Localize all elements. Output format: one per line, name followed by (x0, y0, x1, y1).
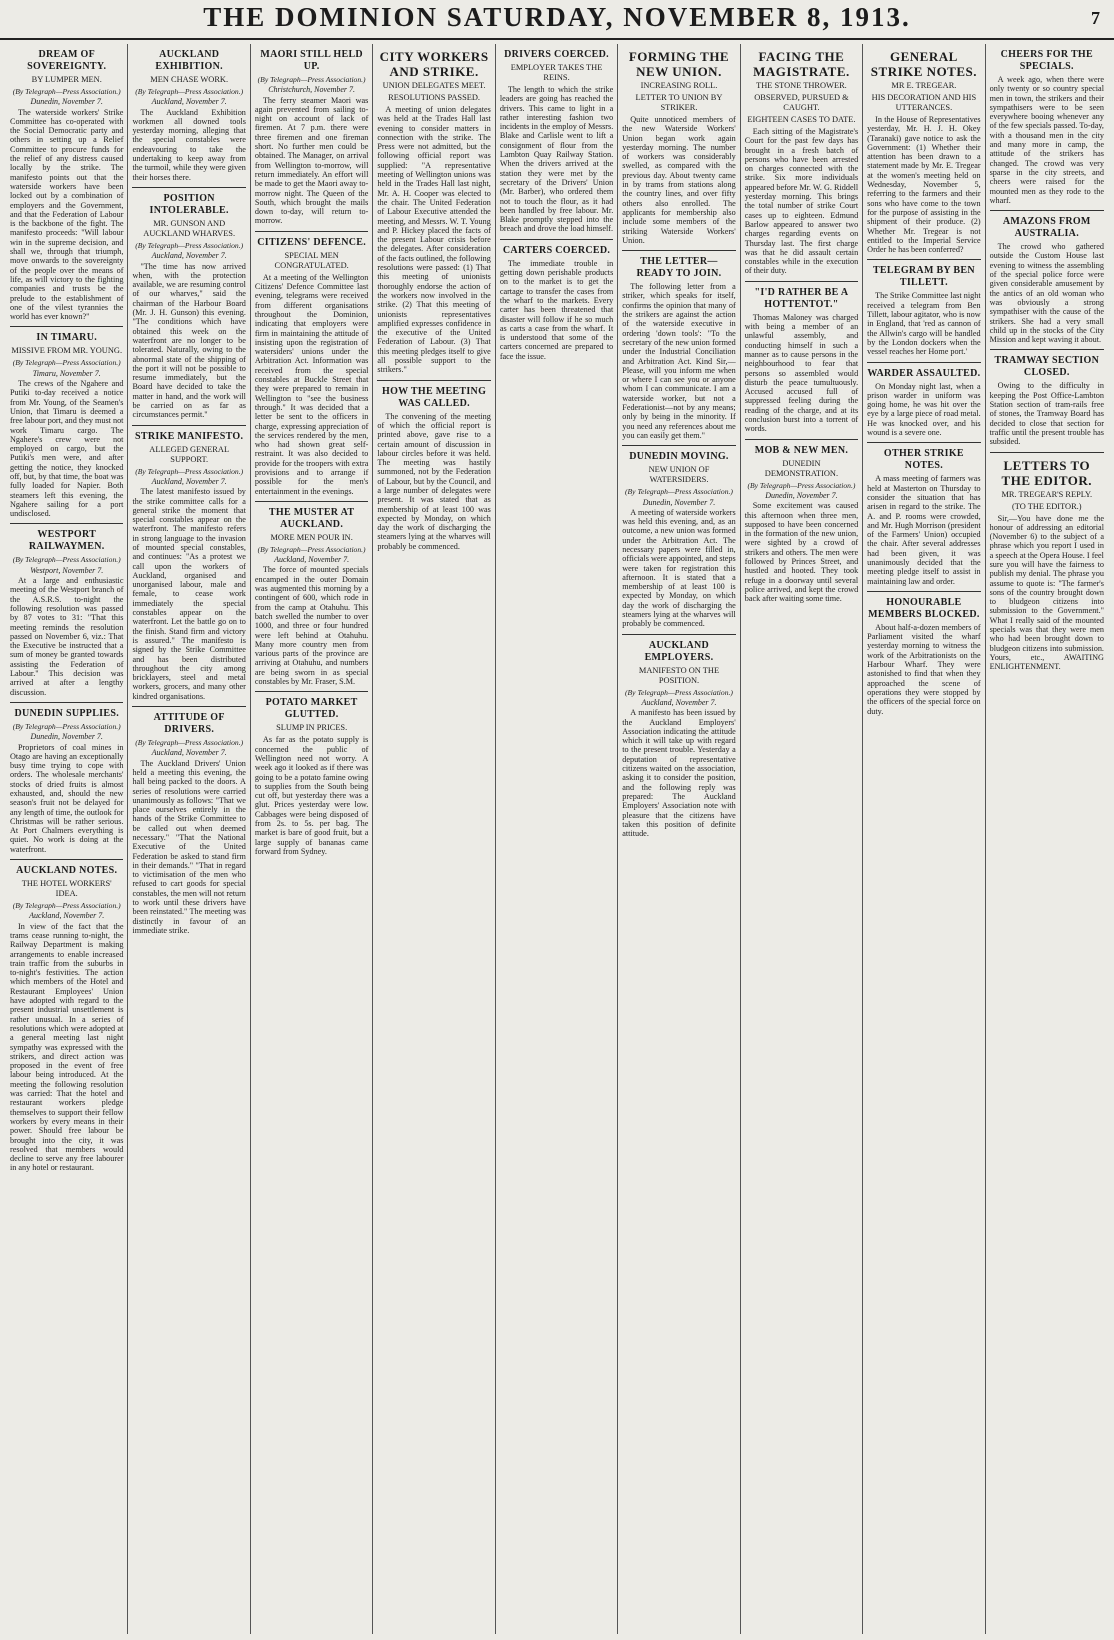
article-heading: OTHER STRIKE NOTES. (883, 448, 964, 472)
column-1 (6, 44, 128, 1634)
article (10, 708, 123, 854)
article-body: Owing to the difficulty in keeping the Post Office-Lambton Station section of tram-rails free of stones, the Tramway Board has decided to close that section for traffic until the present trouble has subsided. (989, 381, 1104, 447)
article-body: "The time has now arrived when, with the protection available, we are resuming control of our wharves," said the chairman of the Harbour Board (Mr. J. H. Gunson) this evening. "The conditions which have obtained this week on the waterfront are no longer to be tolerated. Naturally, owing to the abnormal state of the shipping of the port it will not be possible to resume immediately, but the Board have decided to take the matter in hand, and the work will be carried on as far as circumstances permit." (132, 261, 246, 420)
article-body: In view of the fact that the trams cease running to-night, the Railway Department is making arrangements to enable increased train traffic from the suburbs in to-night's festivities. The action which members of the Hotel and Restaurant Employees' Union have adopted with regard to the present industrial unsettlement is rather unusual. In a series of resolutions which were adopted at a general meeting last night sympathy was expressed with the strikers, and direct action was proposed in the event of free labour being introduced. At the meeting the following resolution was carried: That the hotel and restaurant workers pledge themselves to support their fellow workers by every means in their power. Should free labour be brought into the city, it was resolved that members would decline to serve any free labourer in any hotel or restaurant. (10, 921, 124, 1173)
article-heading: WARDER ASSAULTED. (867, 367, 981, 379)
article-heading: DUNEDIN MOVING. (629, 451, 729, 463)
article (10, 332, 123, 518)
column-3 (251, 44, 373, 1634)
article-dateline: Auckland, November 7. (151, 97, 227, 107)
article-subheading: EIGHTEEN CASES TO DATE. (747, 115, 856, 124)
article (867, 448, 980, 586)
article-divider (255, 231, 368, 232)
article-dateline: Auckland, November 7. (641, 697, 717, 707)
article (255, 237, 368, 496)
article-subheading: MR E. TREGEAR. (891, 81, 957, 90)
article-byline: (By Telegraph—Press Association.) (257, 75, 366, 84)
article-heading: TRAMWAY SECTION CLOSED. (994, 355, 1100, 379)
article-body: At a meeting of the Wellington Citizens' Defence Committee last evening, telegrams were received from different organisations throughout the Dominion, indicating that employers were firm in maintaining the attitude of insisting upon the registration of watersiders' unions under the Arbitration Act. Information was received from the special constables at Buckle Street that they were prepared to remain in Wellington to "see the business through." It was decided that a letter be sent to the officers in charge, expressing appreciation of the services rendered by the men, who had shown great self-restraint. It was also decided to provide for the troopers with extra provisions and to arrange if possible for the men's entertainment in the evenings. (254, 272, 369, 496)
article (745, 49, 858, 276)
article-dateline: Dunedin, November 7. (30, 732, 103, 742)
newspaper-columns (6, 44, 1108, 1634)
article-divider (255, 691, 368, 692)
column-2 (128, 44, 250, 1634)
article-heading: CHEERS FOR THE SPECIALS. (1000, 49, 1093, 72)
article-byline: (By Telegraph—Press Association.) (747, 480, 856, 490)
article-byline: (By Telegraph—Press Association.) (135, 466, 244, 476)
article (10, 529, 123, 696)
article (255, 507, 368, 686)
article-subheading: MEN CHASE WORK. (150, 75, 229, 84)
article-divider (10, 859, 123, 860)
column-5 (496, 44, 618, 1634)
article-subheading: MR. TREGEAR'S REPLY. (1001, 489, 1093, 499)
article-divider (132, 187, 245, 188)
article-body: The following letter from a striker, which speaks for itself, confirms the opinion that many of the strikers are against the action of the waterside executive in ordering 'down tools': "To the secretary of the new union formed under the Industrial Conciliation and Arbitration Act. Kind Sir,—Please, will you inform me when or where I can see you or anyone whom I can communicate. I am a waterside worker, but not a Federationist—not by any means; only by being in the minority. If you need any references about me you can easily get them." (622, 282, 736, 440)
article-body: A week ago, when there were only twenty or so country special men in town, the strikers and their sympathisers were to be seen everywhere booing whenever any of the few specials passed. To-day, with a thousand men in the city and many more in camp, the attitude of the strikers has changed. The crowd was very sparse in the city streets, and cheers were raised for the mounted men as they rode to the wharf. (989, 75, 1104, 205)
article-byline: (By Telegraph—Press Association.) (625, 687, 733, 697)
article-body: The force of mounted specials encamped in the outer Domain was augmented this morning by a contingent of 600, which rode in from the camp at Otahuhu. This batch swelled the number to over 1000, and three or four hundred were left behind at Otahuhu. Many more country men from various parts of the province are arriving at Otahuhu, and numbers are being sworn in as special constables by Mr. Fraser, S.M. (254, 565, 369, 687)
article-dateline: Auckland, November 7. (151, 748, 227, 758)
article (867, 597, 980, 716)
article-subheading: THE STONE THROWER. (756, 81, 847, 90)
article-byline: (By Telegraph—Press Association.) (135, 738, 244, 748)
article-heading: AMAZONS FROM AUSTRALIA. (1002, 216, 1091, 240)
article (132, 49, 245, 182)
article-subheading: ALLEGED GENERAL SUPPORT. (149, 444, 230, 464)
article (867, 265, 980, 356)
article (990, 216, 1104, 344)
article-divider (10, 326, 123, 327)
article-heading: THE LETTER—READY TO JOIN. (636, 256, 722, 280)
article-divider (132, 425, 245, 426)
article-body: Some excitement was caused this afternoon when three men, supposed to have been concerned in the formation of the new union, were sighted by a crowd of strikers and others. The men were followed by Princes Street, and hustled and hooted. They took refuge in a doorway until several police arrived, and kept the crowd back after waiting some time. (744, 501, 859, 604)
article-byline: (By Telegraph—Press Association.) (12, 87, 121, 96)
article-dateline: Dunedin, November 7. (642, 497, 716, 507)
article-subheading: INCREASING ROLL. (640, 81, 718, 90)
column-9 (986, 44, 1108, 1634)
article-subheading: SLUMP IN PRICES. (276, 723, 348, 733)
article-divider (867, 591, 980, 592)
page-number: 7 (1091, 8, 1100, 28)
article-divider (867, 362, 980, 363)
article-body: Proprietors of coal mines in Otago are having an exceptionally busy time trying to cope with orders. The wholesale merchants' stocks of dried fruits is almost exhausted, and, should the new season's fruit not be delayed for any length of time, the outlook for Christmas will be rather serious. At Port Chalmers everything is quiet. No work is doing at the waterfront. (10, 742, 124, 854)
article-body: About half-a-dozen members of Parliament visited the wharf yesterday morning to witness the work of the Arbitrationists on the Harbour Wharf. They were astonished to find that when they approached the scene of operations they were stopped by the officers of the special force on duty. (867, 622, 981, 716)
article-subheading: DUNEDIN DEMONSTRATION. (764, 458, 839, 478)
article-subheading: HIS DECORATION AND HIS UTTERANCES. (871, 93, 977, 112)
article-byline: (By Telegraph—Press Association.) (625, 487, 733, 497)
article-heading: MAORI STILL HELD UP. (260, 49, 363, 72)
article-heading: LETTERS TO THE EDITOR. (1001, 457, 1093, 488)
article-heading: GENERAL STRIKE NOTES. (870, 49, 977, 79)
article-dateline: Auckland, November 7. (29, 911, 105, 921)
article-body: A meeting of union delegates was held at the Trades Hall last evening to consider matters in connection with the strike. The Press were not admitted, but the following official report was supplied: "A representative meeting of Wellington unions was held in the Trades Hall last night, Mr. A. H. Cooper was elected to the chair. The United Federation of Labour Executive attended the meeting, and Messrs. W. T. Young and P. Hickey placed the facts of the present Labour crisis before the delegates. After consideration of the facts outlined, the following resolutions were passed: (1) That this meeting of unionists thoroughly endorse the action of the workers now involved in the strike. (2) That this meeting of unionists representatives amplified expresses confidence in the executive of the United Federation of Labour. (3) That this meeting pledges itself to give all possible support to the strikers." (377, 105, 491, 375)
article-divider (745, 439, 858, 440)
article-body: The crowd who gathered outside the Custom House last evening to witness the assembling of the special police force were given considerable amusement by the antics of an old woman who was obviously a strong sympathiser with the cause of the strikers. She had a very small child up in the stocks of the City Mission and kept waving it about. (989, 242, 1104, 345)
article-subheading: (TO THE EDITOR.) (1012, 501, 1082, 511)
column-4 (373, 44, 495, 1634)
article-divider (622, 250, 735, 251)
article-divider (745, 281, 858, 282)
article (990, 355, 1104, 446)
article-dateline: Dunedin, November 7. (30, 97, 103, 107)
article-subheading: UNION DELEGATES MEET. (382, 81, 486, 90)
article (500, 49, 613, 234)
article-heading: HOW THE MEETING WAS CALLED. (382, 385, 487, 409)
article (10, 49, 123, 321)
article-divider (10, 523, 123, 524)
article-heading: HONOURABLE MEMBERS BLOCKED. (868, 596, 980, 620)
article-heading: POSITION INTOLERABLE. (149, 192, 229, 216)
article (377, 49, 490, 375)
article (132, 712, 245, 935)
article-heading: CITY WORKERS AND STRIKE. (379, 49, 489, 79)
article-subheading: MR. GUNSON AND AUCKLAND WHARVES. (143, 218, 236, 238)
article-divider (255, 501, 368, 502)
article-dateline: Dunedin, November 7. (765, 490, 838, 500)
article (990, 458, 1104, 672)
article-subheading: LETTER TO UNION BY STRIKER. (635, 93, 723, 112)
article-divider (867, 442, 980, 443)
article-divider (10, 702, 123, 703)
article (132, 431, 245, 701)
article-subheading: EMPLOYER TAKES THE REINS. (510, 63, 603, 82)
newspaper-title: THE DOMINION SATURDAY, NOVEMBER 8, 1913. (203, 2, 911, 32)
column-8 (863, 44, 985, 1634)
article-body: The crews of the Ngahere and Putiki to-day received a notice from Mr. Young, of the Seamen's Union, that Timaru is deemed a free labour port, and they must not work Timaru cargo. The Ngahere's crew were not employed on cargo, but the Putiki's men were, and after getting the notice, they knocked off, but, by that time, the boat was fully loaded for Napier. Both steamers left this evening, the Ngahere sailing for a port undisclosed. (10, 379, 124, 519)
article-body: Each sitting of the Magistrate's Court for the past few days has brought in a fresh batch of persons who have been arrested on charges connected with the strike. Six more individuals appeared before Mr. W. G. Riddell yesterday morning. This brings the total number of strike Court cases up to eighteen. Edmund Barlow appeared to answer two charges regarding events on Thursday last. The first charge was that he did assault certain constables while in the execution of their duty. (744, 127, 859, 276)
article-divider (622, 634, 735, 635)
column-6 (618, 44, 740, 1634)
article (622, 451, 735, 628)
article (622, 640, 735, 839)
article-heading: WESTPORT RAILWAYMEN. (28, 529, 105, 553)
article-byline: (By Telegraph—Press Association.) (135, 240, 244, 250)
article (990, 49, 1104, 205)
article-heading: "I'D RATHER BE A HOTTENTOT." (754, 286, 849, 310)
article-heading: THE MUSTER AT AUCKLAND. (268, 506, 355, 530)
article-body: The convening of the meeting of which the official report is printed above, gave rise to a certain amount of discussion in labour circles before it was held. The meeting was hastily summoned, not by the Federation of Labour, but by the Council, and a large number of delegates were present. It was stated that as membership of at least 100 was expected by Monday, on which day the work of discharging the steamers lying at the wharves will probably be commenced. (377, 411, 491, 551)
article-body: Sir,—You have done me the honour of addressing an editorial (November 6) to the subject of a phrase which you report I used in a speech at the Opera House. I feel sure you will have the fairness to publish my denial. The phrase you assume to quote is: "The farmer's sons of the country brought down to bludgeon citizens into submission to the Government." What I really said of the mounted specials was that they were men who had been brought down to bludgeon citizens into submission. Yours, etc., AWAITING ENLIGHTENMENT. (989, 513, 1104, 672)
article-divider (500, 239, 613, 240)
article-body: The immediate trouble in getting down perishable products on to the market is to get the cartage to transfer the cases from the wharf to the markets. Every carter has been threatened that disaster will follow if he so much as carts a case from the wharf. It is understood that some of the carters concerned are prepared to face the issue. (499, 258, 614, 361)
article-dateline: Auckland, November 7. (151, 251, 227, 261)
article-body: The latest manifesto issued by the strike committee calls for a general strike the moment that special constables appear on the waterfront. The manifesto refers in strong language to the invasion of mounted special constables, and continues: "As a protest we call upon the workers of Auckland, organised and unorganised labour, male and female, to cease work immediately the special constables appear on the waterfront. Let the battle go on to the finish. Stand firm and victory is assured." The manifesto is signed by the Strike Committee and has been distributed throughout the city among bricklayers, steel and metal workers, grocers, and many other kindred organisations. (132, 487, 246, 701)
article-dateline: Auckland, November 7. (151, 476, 227, 486)
article-subheading: THE HOTEL WORKERS' IDEA. (21, 879, 112, 899)
article-byline: (By Telegraph—Press Association.) (12, 721, 121, 731)
article-body: The ferry steamer Maori was again prevented from sailing to-night on account of lack of firemen. At 7 p.m. there were three firemen and one fireman short. No further men could be obtained. The Manager, on arrival from Wellington to-morrow, will return immediately. An effort will be made to get the Maori away to-morrow night. The Queen of the South, which brought the mails down to-day, will return to-morrow. (254, 95, 369, 226)
article-subheading: OBSERVED, PURSUED & CAUGHT. (754, 93, 849, 112)
article-divider (990, 210, 1104, 211)
article-heading: CITIZENS' DEFENCE. (257, 236, 367, 248)
article-byline: (By Telegraph—Press Association.) (12, 555, 121, 565)
article-byline: (By Telegraph—Press Association.) (12, 901, 121, 911)
article-body: On Monday night last, when a prison warder in uniform was going home, he was hit over the eye by a large piece of road metal. He was knocked over, and his wound is a severe one. (867, 381, 981, 438)
article-byline: (By Telegraph—Press Association.) (12, 358, 121, 368)
article-body: The waterside workers' Strike Committee has co-operated with the Social Democratic party and others in setting up a Relief Committee to procure funds for the relief of any distress caused locally by the strike. The manifesto points out that the waterside workers have been locked out by a combination of employers and the Government, and that the Federation of Labour is the backbone of the fight. The manifesto proceeds: "Will labour win in the supreme decision, and shall we, through that triumph, move onwards to the sovereignty of the people over the means of life, as will victory to the fighting companies and trusts be the prelude to the establishment of one of the vilest tyrannies the world has ever known?" (10, 107, 124, 322)
article (10, 865, 123, 1173)
article-body: At a large and enthusiastic meeting of the Westport branch of the A.S.R.S. to-night the following resolution was passed by 87 votes to 31: "That this meeting reminds the resolution passed on November 6, viz.: That the Executive be instructed that a sum of money be granted towards assisting the Federation of Labour." This decision was arrived at after a lengthy discussion. (10, 576, 124, 697)
masthead (0, 0, 1114, 40)
article-body: A manifesto has been issued by the Auckland Employers' Association indicating the attitude which it will take up with regard to the present trouble. Yesterday a deputation of representative citizens waited on the association, asking it to consider the position, and the following reply was prepared: The Auckland Employers' Association note with pleasure that the citizens have taken this position of definite attitude. (622, 708, 736, 839)
article-divider (990, 349, 1104, 350)
article-divider (132, 706, 245, 707)
article-subheading: MISSIVE FROM MR. YOUNG. (11, 346, 123, 356)
article-subheading: SPECIAL MEN CONGRATULATED. (274, 250, 349, 270)
article-dateline: Auckland, November 7. (274, 555, 350, 565)
article-heading: DUNEDIN SUPPLIES. (14, 707, 120, 719)
article-subheading: NEW UNION OF WATERSIDERS. (648, 465, 710, 485)
article-heading: MOB & NEW MEN. (754, 444, 849, 456)
article-heading: ATTITUDE OF DRIVERS. (153, 712, 225, 736)
article (377, 386, 490, 551)
article (255, 697, 368, 856)
article-body: The Auckland Drivers' Union held a meeting this evening, the hall being packed to the doors. A series of resolutions were carried unanimously as follows: "That we place ourselves entirely in the hands of the Strike Committee to be called out when deemed necessary." "That the National Executive of the United Federation be asked to stand firm in their demands." "That in regard to victimisation of the men who refused to cart goods for special constables, the men will not return to work until these drivers have been reinstated." The meeting was distinctly in favour of an immediate strike. (132, 758, 246, 935)
article-heading: AUCKLAND EMPLOYERS. (644, 639, 714, 663)
article-subheading: BY LUMPER MEN. (31, 75, 102, 84)
article-divider (377, 380, 490, 381)
article-dateline: Christchurch, November 7. (268, 85, 356, 95)
article-heading: IN TIMARU. (36, 332, 98, 344)
article-divider (867, 259, 980, 260)
article-heading: DREAM OF SOVEREIGNTY. (27, 49, 107, 72)
article-subheading: MANIFESTO ON THE POSITION. (638, 665, 720, 685)
article-byline: (By Telegraph—Press Association.) (135, 87, 244, 96)
article-divider (622, 445, 735, 446)
article-byline: (By Telegraph—Press Association.) (257, 544, 366, 554)
article-body: As far as the potato supply is concerned the public of Wellington need not worry. A week ago it looked as if there was going to be a potato famine owing to supplies from the South being cut off, but yesterday there was a glut. Prices yesterday were low. Cabbages were being disposed of from 2s. to 5s. per bag. The market is bare of good fruit, but a large supply of bananas came forward from Sydney. (254, 735, 369, 856)
article-dateline: Westport, November 7. (30, 565, 104, 575)
article (745, 445, 858, 604)
article (867, 49, 980, 254)
article-heading: FACING THE MAGISTRATE. (753, 49, 850, 79)
article-body: In the House of Representatives yesterday, Mr. H. J. H. Okey (Taranaki) gave notice to ask the Government: (1) Whether their attention has been drawn to a statement made by Mr. E. Tregear at the women's meeting held on Wednesday, November 5, referring to the farmers and their sons who have come to the town for the purpose of assisting in the shipment of their produce. (2) Whether Mr. Tregear is not entitled to the Imperial Service Order he has been conferred? (867, 115, 981, 255)
article-heading: AUCKLAND NOTES. (16, 865, 118, 877)
article (132, 193, 245, 420)
article-body: The length to which the strike leaders are going has reached the drivers. This came to light in a rather interesting fashion two incidents in the employ of Messrs. Blake and Carlisle went to lift a consignment of flour from the Lambton Quay Railway Station. When the drivers arrived at the station they were met by the secretary of the Drivers' Union (Mr. Barber), who ordered them not to touch the flour, as it had been handled by free labour. Mr. Blake promptly stepped into the breach and drove the load himself. (499, 85, 614, 234)
article-body: Thomas Maloney was charged with being a member of an unlawful assembly, and conducting himself in such a manner as to cause persons in the neighbourhood to fear that persons so assembled would disturb the peace tumultuously. Accused accused full of suppressed feeling during the reading of the charge, and at its conclusion burst into a torrent of words. (744, 312, 859, 434)
article (622, 49, 735, 245)
article (500, 245, 613, 361)
article-subheading: RESOLUTIONS PASSED. (388, 93, 480, 102)
article (867, 368, 980, 438)
column-7 (741, 44, 863, 1634)
article-body: A meeting of waterside workers was held this evening, and, as an outcome, a new union was formed under the Arbitration Act. The necessary papers were filled in, officials were appointed, and steps were taken for registration this afternoon. It is stated that a membership of at least 100 is expected by Monday, on which day the work of discharging the steamers lying at the wharves will probably be commenced. (622, 507, 736, 629)
article-dateline: Timaru, November 7. (32, 368, 101, 378)
article-body: Quite unnoticed members of the new Waterside Workers' Union began work again yesterday morning. The number of workers was considerably swelled, as compared with the previous day. About twenty came in by trams from stations along the country lines, and over fifty others also enrolled. The applicants for membership also include some members of the striking Waterside Workers' Union. (622, 115, 736, 245)
article (745, 287, 858, 434)
article-heading: DRIVERS COERCED. (504, 49, 609, 60)
article-heading: CARTERS COERCED. (502, 244, 611, 256)
article-body: A mass meeting of farmers was held at Masterton on Thursday to consider the situation that has arisen in regard to the strike. The A. and P. rooms were crowded, and Mr. Hugh Morrison (president of the Farmers' Union) occupied the chair. After several addresses had been given, it was unanimously decided that the meeting pledge itself to assist in maintaining law and order. (867, 474, 981, 586)
article-heading: AUCKLAND EXHIBITION. (155, 49, 223, 72)
article-body: The Auckland Exhibition workmen all downed tools yesterday morning, alleging that the special constables were endeavouring to take the undertaking to keep away from the turmoil, while they were given their horses there. (132, 107, 246, 182)
article-heading: FORMING THE NEW UNION. (628, 49, 730, 79)
article-heading: TELEGRAM BY BEN TILLETT. (872, 265, 975, 289)
article-body: The Strike Committee last night received a telegram from Ben Tillett, labour agitator, who is now in England, that 'red as cannon of the Allwin's cargo will be handled by the London dockers when the vessel reaches her Home port.' (867, 291, 981, 357)
article (255, 49, 368, 226)
article-subheading: MORE MEN POUR IN. (270, 532, 353, 542)
article-heading: POTATO MARKET GLUTTED. (265, 697, 358, 721)
article-heading: STRIKE MANIFESTO. (135, 430, 244, 442)
article-divider (990, 452, 1104, 453)
article (622, 256, 735, 440)
